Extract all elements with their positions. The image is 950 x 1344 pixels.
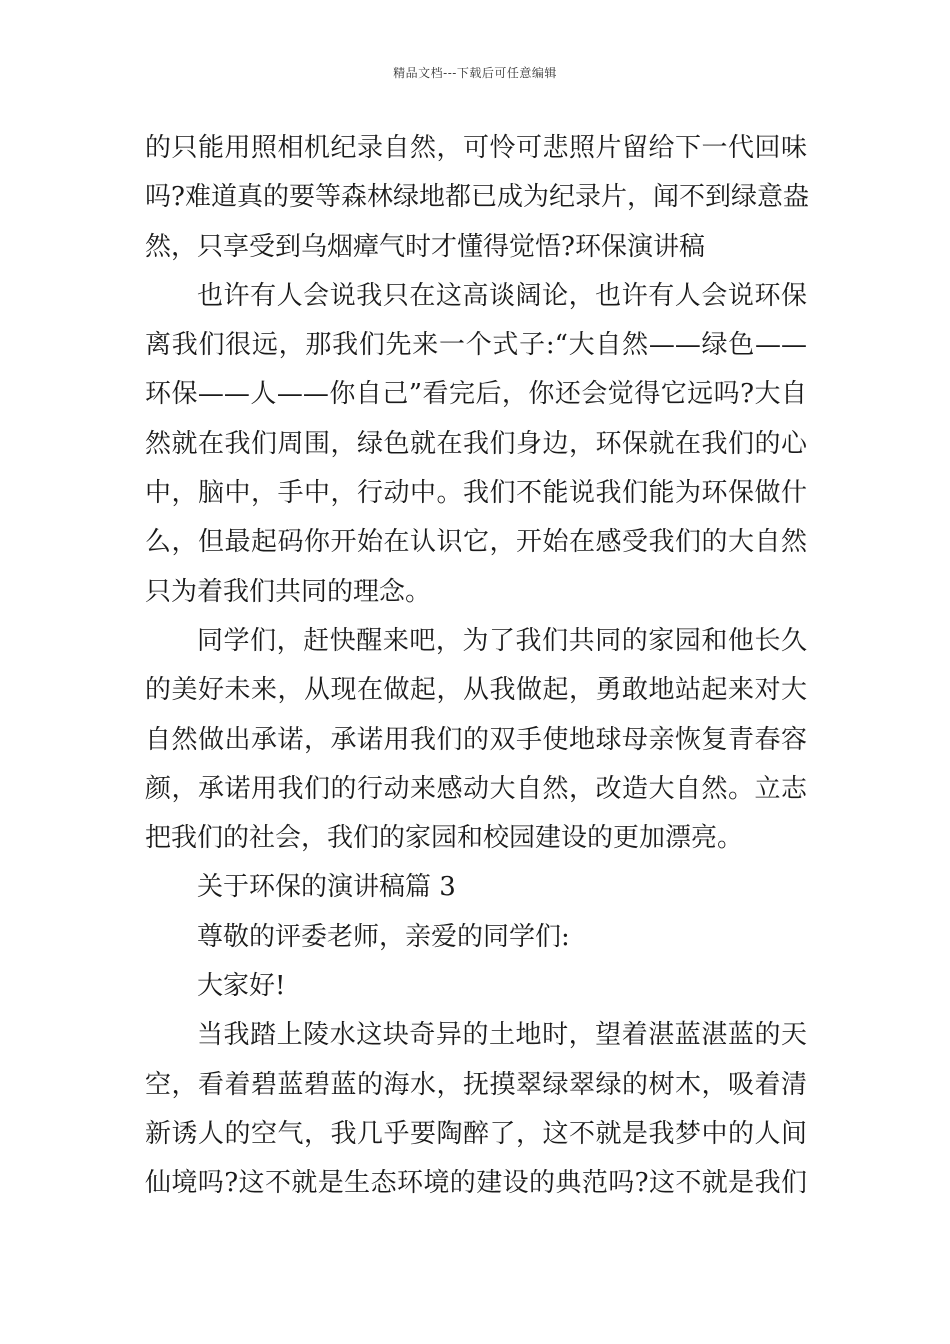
section-heading: 关于环保的演讲稿篇 3 <box>197 872 456 903</box>
text-line: 中，脑中，手中，行动中。我们不能说我们能为环保做什 <box>145 478 807 509</box>
text-line: 只为着我们共同的理念。 <box>145 576 432 607</box>
text-line: 仙境吗?这不就是生态环境的建设的典范吗?这不就是我们 <box>145 1168 807 1199</box>
page-header: 精品文档---下载后可任意编辑 <box>393 66 557 80</box>
paragraph-first-line: 也许有人会说我只在这高谈阔论，也许有人会说环保 <box>197 280 807 311</box>
text-line: 环保——人——你自己”看完后，你还会觉得它远吗?大自 <box>145 379 807 410</box>
text-line: 的只能用照相机纪录自然，可怜可悲照片留给下一代回味 <box>145 133 807 163</box>
greeting: 大家好! <box>197 971 286 1002</box>
text-line: 空，看着碧蓝碧蓝的海水，抚摸翠绿翠绿的树木，吸着清 <box>145 1069 807 1100</box>
text-line: 新诱人的空气，我几乎要陶醉了，这不就是我梦中的人间 <box>145 1118 807 1149</box>
text-line: 的美好未来，从现在做起，从我做起，勇敢地站起来对大 <box>145 675 807 706</box>
text-line: 颜，承诺用我们的行动来感动大自然，改造大自然。立志 <box>145 773 807 804</box>
text-line: 自然做出承诺，承诺用我们的双手使地球母亲恢复青春容 <box>145 724 807 755</box>
text-line: 么，但最起码你开始在认识它，开始在感受我们的大自然 <box>145 527 807 558</box>
text-line: 然就在我们周围，绿色就在我们身边，环保就在我们的心 <box>145 428 807 459</box>
text-line: 吗?难道真的要等森林绿地都已成为纪录片，闻不到绿意盎 <box>145 182 809 213</box>
text-line: 然，只享受到乌烟瘴气时才懂得觉悟?环保演讲稿 <box>145 231 705 262</box>
salutation: 尊敬的评委老师，亲爱的同学们: <box>197 921 570 952</box>
document-body <box>145 124 807 1209</box>
text-line: 把我们的社会，我们的家园和校园建设的更加漂亮。 <box>145 823 744 854</box>
paragraph-first-line: 同学们，赶快醒来吧，为了我们共同的家园和他长久 <box>197 625 807 656</box>
text-line: 离我们很远，那我们先来一个式子:“大自然——绿色—— <box>145 330 807 361</box>
paragraph-first-line: 当我踏上陵水这块奇异的土地时，望着湛蓝湛蓝的天 <box>197 1020 807 1051</box>
